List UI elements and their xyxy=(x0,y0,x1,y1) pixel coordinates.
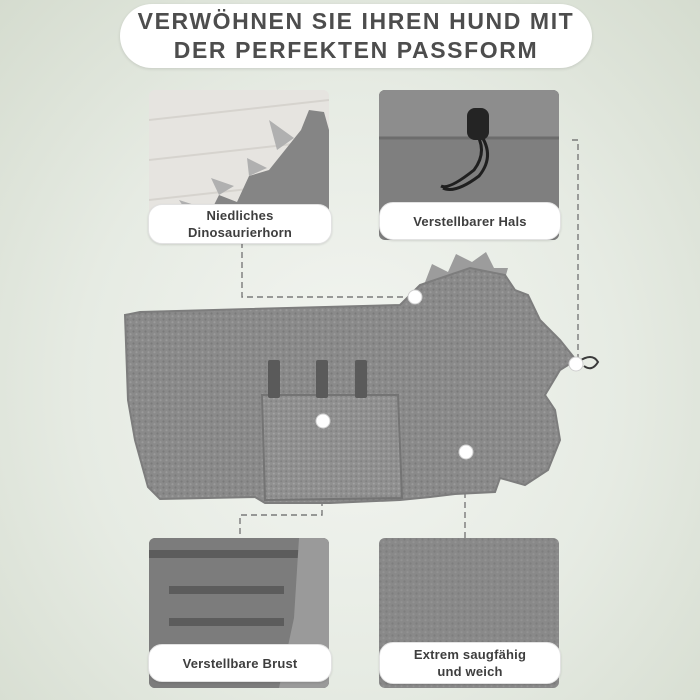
label-dino-horn-line-2: Dinosaurierhorn xyxy=(187,225,293,240)
robe-pocket xyxy=(262,395,402,500)
label-absorbent-line-1: Extrem saugfähig xyxy=(413,647,527,662)
dog-towel-robe xyxy=(125,252,598,503)
callout-dot-horn xyxy=(408,290,422,304)
label-absorbent-line-2: und weich xyxy=(437,664,503,679)
label-adjustable-chest-line-1: Verstellbare Brust xyxy=(182,655,298,671)
robe-strap-1 xyxy=(268,360,280,398)
label-absorbent-fabric xyxy=(379,642,561,684)
headline-line-1: VERWÖHNEN SIE IHREN HUND MIT xyxy=(137,8,575,34)
label-dino-horn-line-1: Niedliches xyxy=(206,208,274,223)
callout-dot-absorbent xyxy=(459,445,473,459)
callout-line-neck xyxy=(572,140,578,362)
robe-strap-2 xyxy=(316,360,328,398)
callout-dot-chest xyxy=(316,414,330,428)
robe-strap-3 xyxy=(355,360,367,398)
label-adjustable-neck-line-1: Verstellbarer Hals xyxy=(413,213,527,229)
callout-dot-neck xyxy=(569,357,583,371)
callout-line-horn xyxy=(242,242,412,297)
headline-line-2: DER PERFEKTEN PASSFORM xyxy=(173,37,539,63)
label-adjustable-neck xyxy=(379,202,561,240)
label-dino-horn xyxy=(148,204,332,244)
label-adjustable-chest xyxy=(148,644,332,682)
